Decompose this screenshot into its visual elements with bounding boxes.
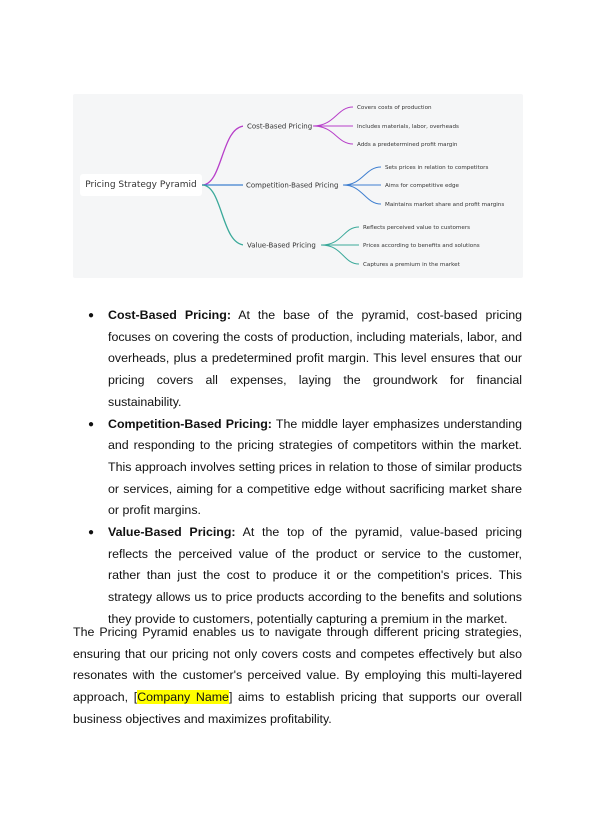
mind-map-root bbox=[80, 174, 202, 196]
branch-label-value: Value-Based Pricing bbox=[247, 241, 316, 250]
list-item-term: Competition-Based Pricing: bbox=[108, 416, 272, 431]
leaf-cost-1: Covers costs of production bbox=[357, 105, 432, 111]
leaf-competition-1: Sets prices in relation to competitors bbox=[385, 165, 489, 171]
list-item-text: At the top of the pyramid, value-based pricing reflects the perceived value of the product or service to the customer, rather than just the cost to produce it or the competition's prices. This strategy allows us to price products according to the benefits and solutions they provide to customers, potentially capturing a premium in the market. bbox=[108, 525, 522, 626]
leaf-cost-2: Includes materials, labor, overheads bbox=[357, 124, 459, 130]
leaf-value-2: Prices according to benefits and solutions bbox=[363, 243, 480, 249]
edge-value-leaf-3 bbox=[321, 245, 359, 264]
edge-competition-leaf-1 bbox=[343, 167, 381, 185]
summary-text-end: ] aims to establish pricing that supports our overall business objectives and maximizes profitability. bbox=[73, 690, 523, 726]
edge-competition-leaf-3 bbox=[343, 185, 381, 204]
list-item-text: The middle layer emphasizes understanding and responding to the pricing strategies of competitors within the market. This approach involves setting prices in relation to those of similar products or services, aiming for a competitive edge without sacrificing market share or profit margins. bbox=[108, 416, 522, 518]
pricing-strategy-list bbox=[90, 305, 522, 631]
leaf-value-1: Reflects perceived value to customers bbox=[363, 225, 471, 231]
company-name-placeholder[interactable]: Company Name bbox=[137, 690, 229, 705]
bullet-icon: ● bbox=[88, 527, 95, 539]
summary-paragraph bbox=[73, 622, 522, 731]
leaf-competition-3: Maintains market share and profit margins bbox=[385, 202, 505, 208]
list-item-term: Value-Based Pricing: bbox=[108, 525, 236, 540]
summary-text-start: The Pricing Pyramid enables us to navigate through different pricing strategies, ensuring that our pricing not only covers costs and competes effectively but also resonates with the customer's perceived value. By employing this multi-layered approach, [ bbox=[73, 625, 522, 705]
list-item-term: Cost-Based Pricing: bbox=[108, 308, 231, 322]
branch-label-competition: Competition-Based Pricing bbox=[246, 181, 339, 190]
edge-cost-leaf-3 bbox=[313, 126, 353, 144]
branch-label-cost: Cost-Based Pricing bbox=[247, 122, 313, 131]
edge-cost-leaf-1 bbox=[313, 107, 353, 126]
leaf-competition-2: Aims for competitive edge bbox=[385, 183, 459, 189]
list-item bbox=[90, 414, 522, 523]
edge-root-cost bbox=[202, 126, 313, 185]
list-item-text: At the base of the pyramid, cost-based pricing focuses on covering the costs of production, including materials, labor, and overheads, plus a predetermined profit margin. This level ensures that our pricing covers all expenses, laying the groundwork for financial sustainability. bbox=[108, 308, 522, 409]
bullet-icon: ● bbox=[88, 418, 95, 430]
mind-map-root-label: Pricing Strategy Pyramid bbox=[85, 180, 197, 190]
bullet-icon: ● bbox=[88, 310, 95, 321]
edge-root-value bbox=[202, 185, 321, 245]
leaf-cost-3: Adds a predetermined profit margin bbox=[357, 142, 458, 148]
list-item bbox=[90, 522, 522, 631]
list-item bbox=[90, 305, 522, 414]
mind-map-figure bbox=[73, 94, 523, 278]
edge-value-leaf-1 bbox=[321, 227, 359, 245]
leaf-value-3: Captures a premium in the market bbox=[363, 262, 460, 268]
